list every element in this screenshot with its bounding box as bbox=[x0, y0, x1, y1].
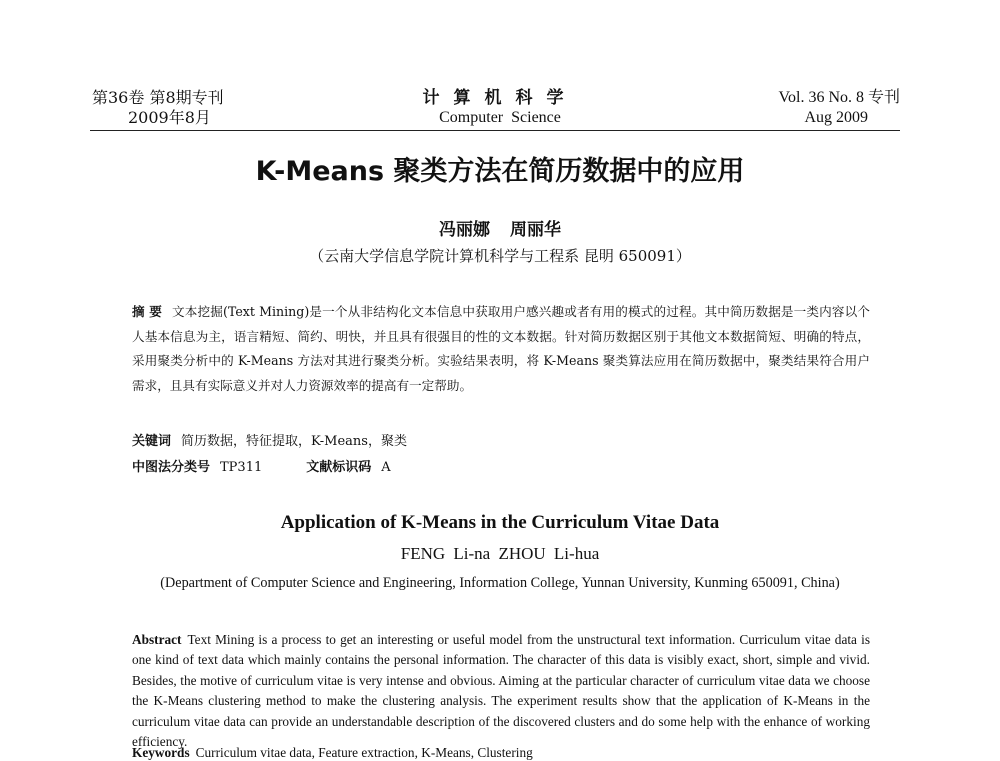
classification-label: 中图法分类号 bbox=[132, 460, 211, 475]
volume-issue-en: Vol. 36 No. 8 专刊 bbox=[778, 89, 900, 106]
affiliation-cn: （云南大学信息学院计算机科学与工程系 昆明 650091） bbox=[309, 247, 691, 265]
keywords-cn-label: 关键词 bbox=[132, 434, 172, 449]
paper-title-cn: K-Means 聚类方法在简历数据中的应用 bbox=[255, 156, 745, 187]
abstract-cn-text: 文本挖掘(Text Mining)是一个从非结构化文本信息中获取用户感兴趣或者有用的模式的过程。其中简历数据是一类内容以个人基本信息为主，语言精短、简约、明快，并且具有很强目的性的文本数据。针对简历数据区别于其他文本数据简短、明确的特点，采用聚类分析中的 K-Means 方法对其进行聚类分析。实验结果表明，将 K-Means 聚类算法应用在简历数据中，聚类结果符合用户需求，且具有实际意义并对人力资源效率的提高有一定帮助。 bbox=[132, 304, 870, 393]
abstract-en-text: Text Mining is a process to get an interesting or useful model from the unstructural text information. Curriculum vitae data is one kind of text data which mainly contains the personal information. The character of this data is visibly exact, short, simple and vivid. Besides, the motive of curriculum vitae is very intense and obvious. Aiming at the particular character of curriculum vitae data we choose the K-Means clustering method to make the clustering analysis. The experiment results show that the application of K-Means in the curriculum vitae data can provide an understandable description of the discovered clusters and do some help with the enhance of working efficiency. bbox=[132, 632, 870, 750]
issue-date-en: Aug 2009 bbox=[804, 109, 868, 126]
abstract-en bbox=[132, 630, 870, 752]
doc-code-label: 文献标识码 bbox=[306, 460, 372, 475]
keywords-en-label: Keywords bbox=[132, 745, 190, 760]
issue-date-cn: 2009年8月 bbox=[128, 108, 211, 127]
header-divider bbox=[90, 130, 900, 131]
affiliation-en: (Department of Computer Science and Engineering, Information College, Yunnan University, Kunming 650091, China) bbox=[160, 575, 840, 591]
journal-name-en: Computer Science bbox=[439, 109, 561, 126]
authors-cn: 冯丽娜 周丽华 bbox=[439, 220, 561, 240]
abstract-cn bbox=[132, 300, 870, 398]
authors-en: FENG Li-na ZHOU Li-hua bbox=[400, 544, 600, 563]
volume-issue: 第36卷 第8期专刊 bbox=[92, 88, 224, 107]
keywords-en bbox=[132, 745, 533, 761]
keywords-cn-text: 简历数据，特征提取，K-Means，聚类 bbox=[181, 434, 407, 449]
abstract-en-label: Abstract bbox=[132, 632, 182, 647]
keywords-cn bbox=[132, 430, 407, 449]
doc-code-value: A bbox=[381, 460, 391, 475]
journal-name-cn: 计算机科学 bbox=[422, 88, 578, 108]
paper-title-en: Application of K-Means in the Curriculum Vitae Data bbox=[280, 512, 720, 533]
journal-volume-info-en bbox=[779, 88, 901, 128]
classification-cn bbox=[132, 456, 391, 475]
classification-value: TP311 bbox=[220, 460, 263, 475]
keywords-en-text: Curriculum vitae data, Feature extraction, K-Means, Clustering bbox=[195, 745, 533, 760]
abstract-cn-label: 摘 要 bbox=[132, 304, 163, 319]
